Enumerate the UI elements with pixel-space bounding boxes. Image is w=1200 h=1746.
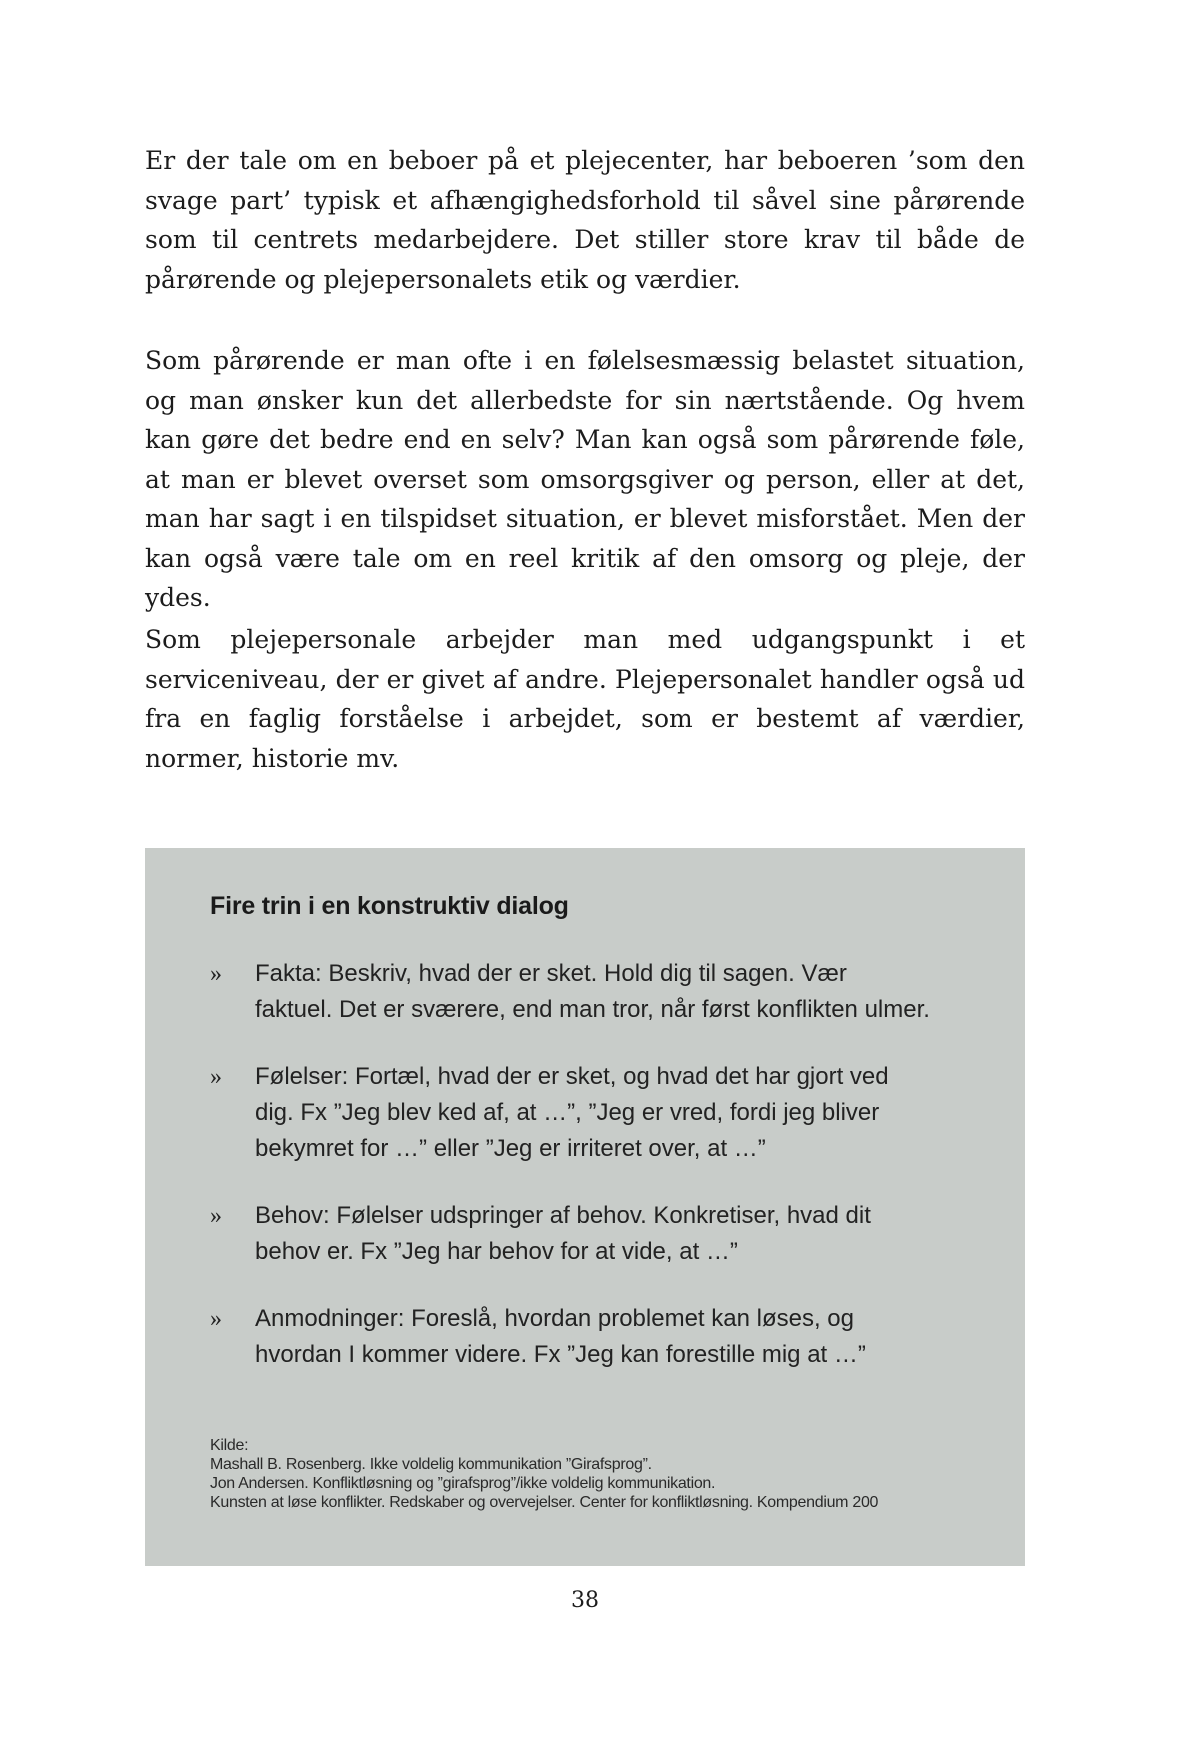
bullet-marker: »: [210, 961, 222, 987]
box-heading: Fire trin i en konstruktiv dialog: [210, 892, 569, 920]
paragraph-2: Som pårørende er man ofte i en følelsesmæssig belastet situation, og man ønsker kun det allerbedste for sin nærtstående. Og hvem kan gøre det bedre end en selv? Man kan også som pårørende føle, at man er blevet overset som omsorgsgiver og person, eller at det, man har sagt i en tilspidset situation, er blevet misforstået. Men der kan også være tale om en reel kritik af den omsorg og pleje, der ydes.: [145, 346, 1025, 612]
step-text-behov: Behov: Følelser udspringer af behov. Konkretiser, hvad dit behov er. Fx ”Jeg har behov for at vide, at …”: [255, 1202, 871, 1265]
list-item: [210, 1301, 930, 1373]
bullet-marker: »: [210, 1203, 222, 1229]
step-text-anmodninger: Anmodninger: Foreslå, hvordan problemet kan løses, og hvordan I kommer videre. Fx ”Jeg kan forestille mig at …”: [255, 1305, 866, 1368]
step-text-foelelser: Følelser: Fortæl, hvad der er sket, og hvad det har gjort ved dig. Fx ”Jeg blev ked af, at …”, ”Jeg er vred, fordi jeg bliver bekymret for …” eller ”Jeg er irriteret over, at …”: [255, 1063, 889, 1162]
list-item: [210, 956, 930, 1028]
list-item: [210, 1198, 930, 1270]
dialog-steps-box: [145, 848, 1025, 1566]
paragraph-3: Som plejepersonale arbejder man med udgangspunkt i et serviceniveau, der er givet af andre. Plejepersonalet handler også ud fra en faglig forståelse i arbejdet, som er bestemt af værdier, normer, historie mv.: [145, 625, 1025, 773]
paragraph-1: Er der tale om en beboer på et plejecenter, har beboeren ’som den svage part’ typisk et afhængighedsforhold til såvel sine pårørende som til centrets medarbejdere. Det stiller store krav til både de pårørende og plejepersonalets etik og værdier.: [145, 146, 1025, 294]
source-line: Mashall B. Rosenberg. Ikke voldelig kommunikation ”Girafsprog”.: [210, 1456, 652, 1473]
list-item: [210, 1059, 930, 1167]
bullet-marker: »: [210, 1064, 222, 1090]
bullet-marker: »: [210, 1306, 222, 1332]
sources-block: [210, 1436, 990, 1512]
sources-label: Kilde:: [210, 1437, 249, 1454]
source-line: Kunsten at løse konflikter. Redskaber og overvejelser. Center for konfliktløsning. Kompendium 200: [210, 1494, 879, 1511]
steps-list: [210, 956, 930, 1404]
source-line: Jon Andersen. Konfliktløsning og ”girafsprog”/ikke voldelig kommunikation.: [210, 1475, 716, 1492]
step-text-fakta: Fakta: Beskriv, hvad der er sket. Hold dig til sagen. Vær faktuel. Det er sværere, end man tror, når først konflikten ulmer.: [255, 960, 930, 1023]
page-number: 38: [571, 1588, 599, 1613]
